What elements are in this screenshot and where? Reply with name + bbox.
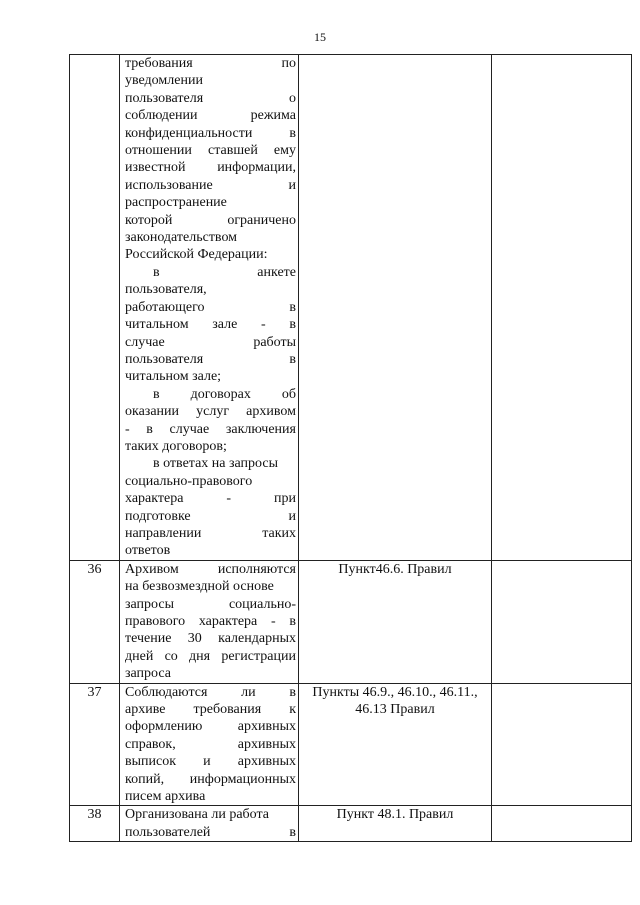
text-line: известной информации, [125, 160, 296, 176]
text-line: случае работы [125, 334, 296, 350]
text-line: запросы социально- [125, 596, 296, 612]
row-number-cell: 37 [70, 683, 120, 806]
text-line: архиве требования к [125, 702, 296, 718]
text-line: в ответах на запросы [153, 456, 279, 472]
text-line: копий, информационных [125, 771, 296, 787]
text-line: правового характера - в [125, 614, 296, 629]
requirement-text-cell [120, 683, 299, 806]
text-line: оказании услуг архивом [125, 404, 296, 420]
mark-cell [492, 560, 632, 683]
text-line: Архивом исполняются [125, 561, 296, 577]
text-line: которой ограничено [125, 212, 296, 228]
reference-cell: Пункт46.6. Правил [299, 560, 492, 683]
table-row [70, 560, 632, 683]
table-row [70, 55, 632, 561]
reference-cell: Пункт 48.1. Правил [299, 806, 492, 842]
text-line: течение 30 календарных [125, 631, 296, 647]
text-line: пользователя в [125, 351, 296, 367]
text-line: распространение [125, 195, 227, 211]
mark-cell [492, 806, 632, 842]
text-line: законодательством [125, 230, 238, 246]
text-line: использование и [125, 177, 296, 193]
text-line: уведомлении [125, 73, 203, 89]
checklist-table [69, 54, 632, 842]
requirement-text-cell [120, 55, 299, 561]
row-number-cell: 36 [70, 560, 120, 683]
text-line: дней со дня регистрации [125, 648, 296, 664]
text-line: пользователей в [125, 824, 296, 840]
requirement-text-cell [120, 560, 299, 683]
table-row [70, 683, 632, 806]
mark-cell [492, 55, 632, 561]
text-line: конфиденциальности в [125, 125, 296, 141]
row-number-cell: 38 [70, 806, 120, 842]
text-line: справок, архивных [125, 736, 296, 752]
text-line: пользователя о [125, 90, 296, 106]
text-line: читальном зале - в [125, 317, 296, 333]
row-number-cell [70, 55, 120, 561]
text-line: Соблюдаются ли в [125, 684, 296, 700]
text-line: Организована ли работа [125, 807, 269, 823]
text-line: пользователя, [125, 282, 207, 298]
text-line: в договорах об [153, 386, 296, 402]
requirement-text-cell [120, 806, 299, 842]
text-line: в анкете [153, 264, 296, 280]
text-line: на безвозмездной основе [125, 579, 274, 595]
text-line: работающего в [125, 299, 296, 315]
text-line: соблюдении режима [125, 108, 296, 124]
text-line: отношении ставшей ему [125, 143, 296, 159]
text-line: - в случае заключения [125, 421, 296, 437]
text-line: Российской Федерации: [125, 247, 268, 263]
text-line: читальном зале; [125, 369, 222, 385]
text-line: характера - при [125, 491, 296, 507]
mark-cell [492, 683, 632, 806]
text-line: оформлению архивных [125, 719, 296, 735]
text-line: запроса [125, 666, 171, 682]
text-line: социально-правового [125, 473, 253, 489]
reference-cell: Пункты 46.9., 46.10., 46.11., 46.13 Правил [299, 683, 492, 806]
text-line: таких договоров; [125, 438, 227, 454]
page-number: 15 [314, 30, 326, 44]
text-line: писем архива [125, 789, 206, 805]
text-line: выписок и архивных [125, 754, 296, 770]
text-line: ответов [125, 543, 171, 559]
text-line: направлении таких [125, 525, 296, 541]
table-row [70, 806, 632, 842]
text-line: подготовке и [125, 508, 296, 524]
reference-cell [299, 55, 492, 561]
text-line: требования по [125, 56, 296, 71]
